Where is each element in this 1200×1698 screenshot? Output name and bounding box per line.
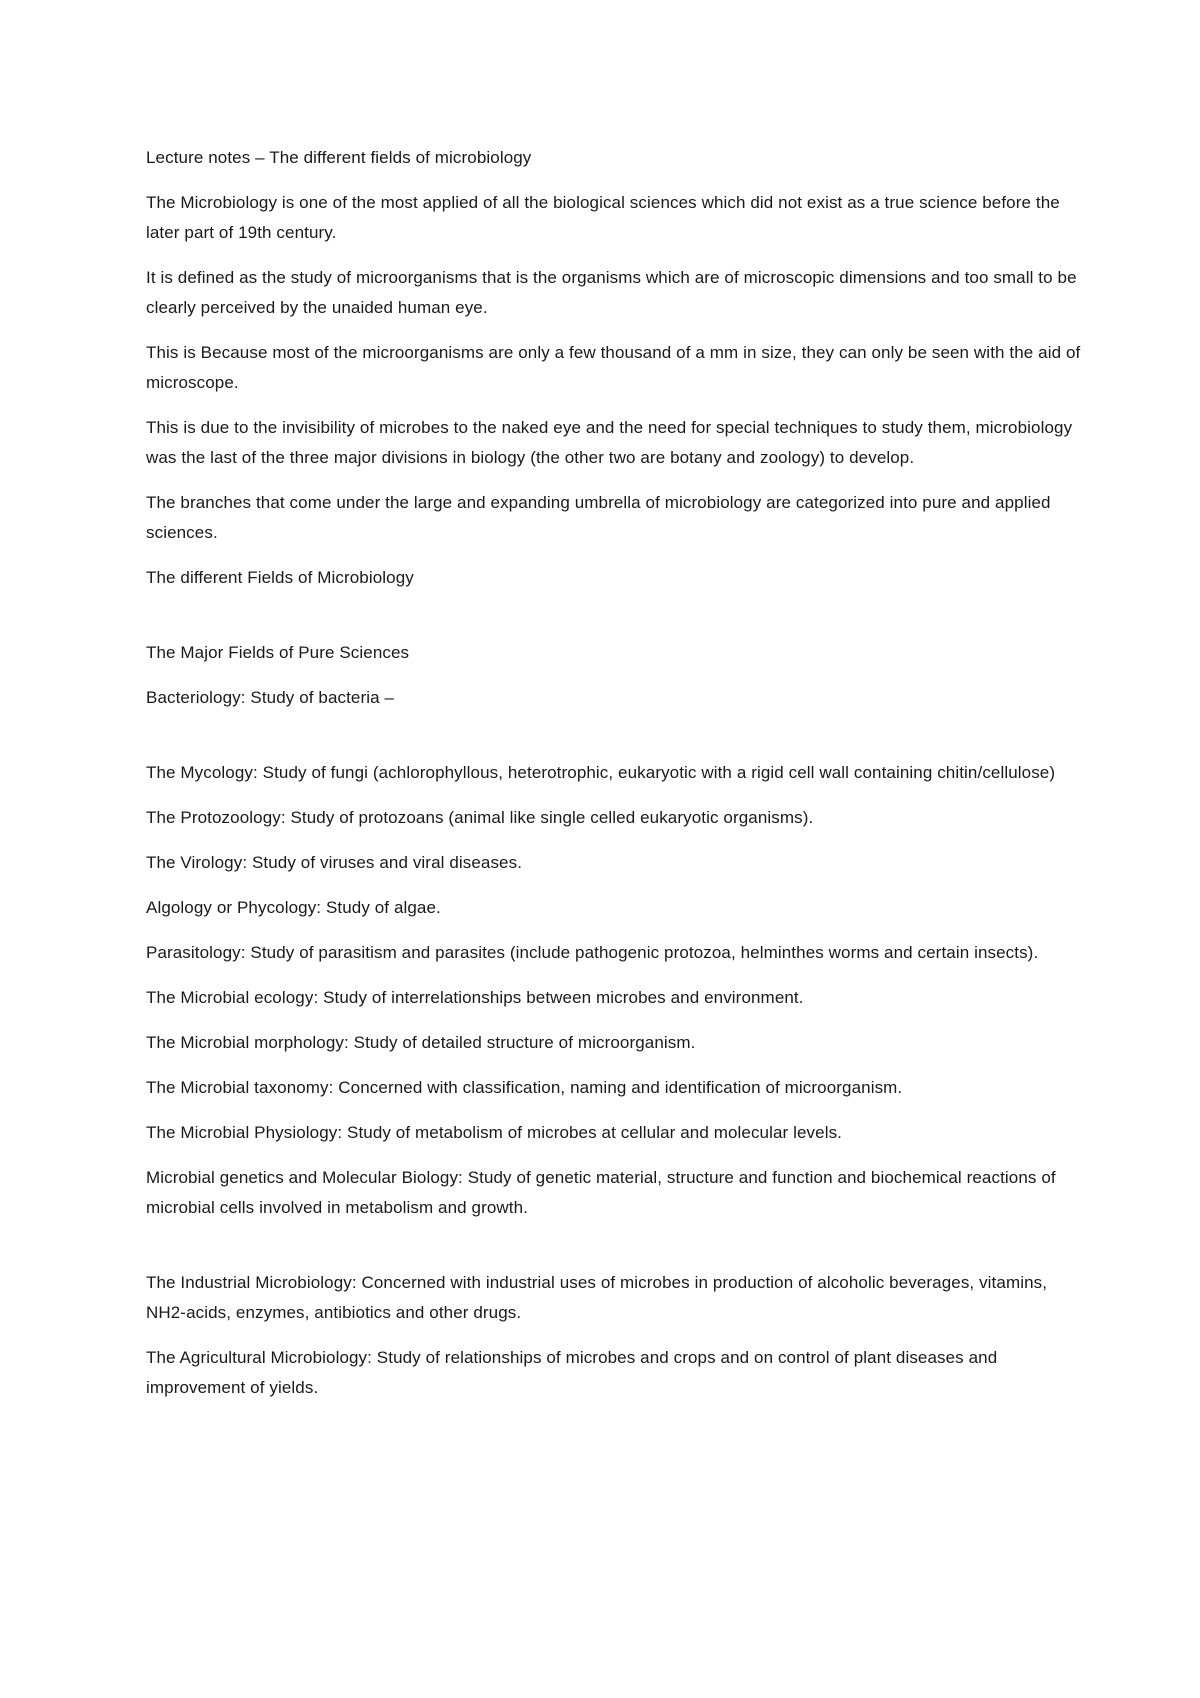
field-entry-virology: The Virology: Study of viruses and viral diseases.	[146, 853, 523, 872]
pure-sciences-heading: The Major Fields of Pure Sciences	[146, 643, 410, 662]
field-entry-parasitology: Parasitology: Study of parasitism and parasites (include pathogenic protozoa, helminthes worms and certain insects).	[146, 943, 1039, 962]
bacteriology-entry: Bacteriology: Study of bacteria –	[146, 688, 395, 707]
field-entry-microbial-taxonomy: The Microbial taxonomy: Concerned with classification, naming and identification of microorganism.	[146, 1078, 903, 1097]
intro-paragraph-2: It is defined as the study of microorganisms that is the organisms which are of microscopic dimensions and too small to be clearly perceived by the unaided human eye.	[146, 268, 1077, 317]
field-entry-microbial-morphology: The Microbial morphology: Study of detailed structure of microorganism.	[146, 1033, 696, 1052]
spacer	[146, 1238, 1081, 1268]
field-entry-microbial-genetics: Microbial genetics and Molecular Biology: Study of genetic material, structure and function and biochemical reactions of microbial cells involved in metabolism and growth.	[146, 1168, 1056, 1217]
spacer	[146, 608, 1081, 638]
field-entry-microbial-physiology: The Microbial Physiology: Study of metabolism of microbes at cellular and molecular levels.	[146, 1123, 843, 1142]
spacer	[146, 728, 1081, 758]
document-title: Lecture notes – The different fields of microbiology	[146, 148, 532, 167]
field-entry-industrial-microbiology: The Industrial Microbiology: Concerned with industrial uses of microbes in production of alcoholic beverages, vitamins, NH2-acids, enzymes, antibiotics and other drugs.	[146, 1273, 1048, 1322]
intro-paragraph-1: The Microbiology is one of the most applied of all the biological sciences which did not exist as a true science before the later part of 19th century.	[146, 193, 1060, 242]
intro-paragraph-3: This is Because most of the microorganisms are only a few thousand of a mm in size, they can only be seen with the aid of microscope.	[146, 343, 1081, 392]
field-entry-phycology: Algology or Phycology: Study of algae.	[146, 898, 441, 917]
field-entry-microbial-ecology: The Microbial ecology: Study of interrelationships between microbes and environment.	[146, 988, 804, 1007]
intro-paragraph-4: This is due to the invisibility of microbes to the naked eye and the need for special techniques to study them, microbiology was the last of the three major divisions in biology (the other two are botany and zoology) to develop.	[146, 418, 1073, 467]
field-entry-agricultural-microbiology: The Agricultural Microbiology: Study of relationships of microbes and crops and on control of plant diseases and improvement of yields.	[146, 1348, 998, 1397]
document-body	[146, 143, 1081, 1418]
section-heading: The different Fields of Microbiology	[146, 568, 414, 587]
field-entry-mycology: The Mycology: Study of fungi (achlorophyllous, heterotrophic, eukaryotic with a rigid cell wall containing chitin/cellulose)	[146, 763, 1056, 782]
intro-paragraph-5: The branches that come under the large and expanding umbrella of microbiology are categorized into pure and applied sciences.	[146, 493, 1051, 542]
field-entry-protozoology: The Protozoology: Study of protozoans (animal like single celled eukaryotic organisms).	[146, 808, 814, 827]
